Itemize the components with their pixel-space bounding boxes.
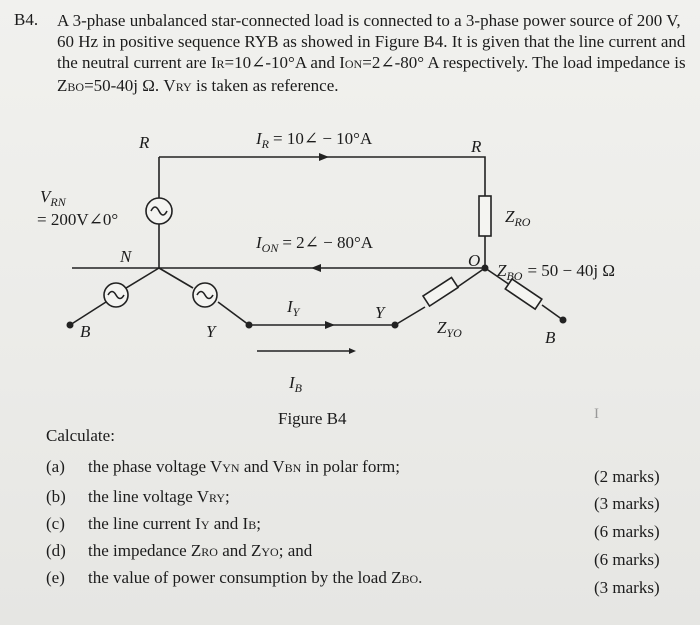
source-b: [104, 283, 128, 307]
label-zyo: $Z_{YO}$: [437, 318, 462, 340]
source-y: [193, 283, 217, 307]
part-c: (c) the line current IY and IB;: [46, 514, 261, 533]
source-r: [146, 198, 172, 224]
label-zro: $Z_{RO}$: [505, 207, 531, 229]
label-r-source: R: [139, 133, 150, 152]
marks-c: (6 marks): [594, 522, 660, 541]
text-cursor-icon: I: [594, 406, 599, 422]
label-ion: $I_{ON}$ = 2∠ − 80°A: [256, 233, 374, 255]
node-y-left: [246, 322, 253, 329]
part-b: (b) the line voltage VRY;: [46, 487, 230, 506]
label-vrn-value: = 200V∠0°: [37, 210, 119, 229]
label-ir: $I_R$ = 10∠ − 10°A: [256, 129, 373, 151]
intro-paragraph: A 3-phase unbalanced star-connected load is connected to a 3-phase power source of 200 V, 60 Hz in positive sequence RYB as showed in Figure B4. It is given that the line current and the neutral current are IR=10∠-10°A and ION=2∠-80° A respectively. The load impedance is ZBO=50-40j Ω. VRY is taken as reference.: [57, 11, 686, 95]
marks-b: (3 marks): [594, 494, 660, 513]
source-b-wire: [126, 268, 159, 288]
calculate-heading: Calculate:: [46, 426, 115, 445]
label-b-load: B: [545, 328, 556, 347]
label-vrn: $V_{RN}$: [40, 187, 66, 209]
arrow-iy: [325, 321, 335, 329]
label-y-line: Y: [375, 303, 385, 322]
marks-e: (3 marks): [594, 578, 660, 597]
arrow-ir: [319, 153, 329, 161]
label-n: N: [120, 247, 132, 266]
node-b-right: [560, 317, 567, 324]
node-b-left: [67, 322, 74, 329]
label-ib: $I_B$: [289, 373, 303, 395]
part-d: (d) the impedance ZRO and ZYO; and: [46, 541, 313, 560]
label-o: O: [468, 251, 481, 270]
label-iy: $I_Y$: [287, 297, 300, 319]
impedance-zro: [479, 196, 491, 236]
label-zbo: $Z_{BO} = 50 - 40j$ Ω: [497, 261, 616, 283]
part-e: (e) the value of power consumption by the load ZBO.: [46, 568, 423, 587]
line-r-wire: [159, 157, 485, 196]
arrow-ion: [311, 264, 321, 272]
impedance-zyo: [423, 277, 458, 306]
label-b-source: B: [80, 322, 91, 341]
question-number: B4.: [14, 10, 39, 29]
node-o: [482, 265, 489, 272]
marks-a: (2 marks): [594, 467, 660, 486]
label-r-load: R: [471, 137, 482, 156]
impedance-zbo: [505, 279, 542, 309]
label-y-source: Y: [206, 322, 216, 341]
figure-caption: Figure B4: [278, 409, 347, 428]
node-y-right: [392, 322, 399, 329]
marks-d: (6 marks): [594, 550, 660, 569]
part-a: (a) the phase voltage VYN and VBN in polar form;: [46, 457, 400, 476]
source-y-wire: [159, 268, 193, 288]
